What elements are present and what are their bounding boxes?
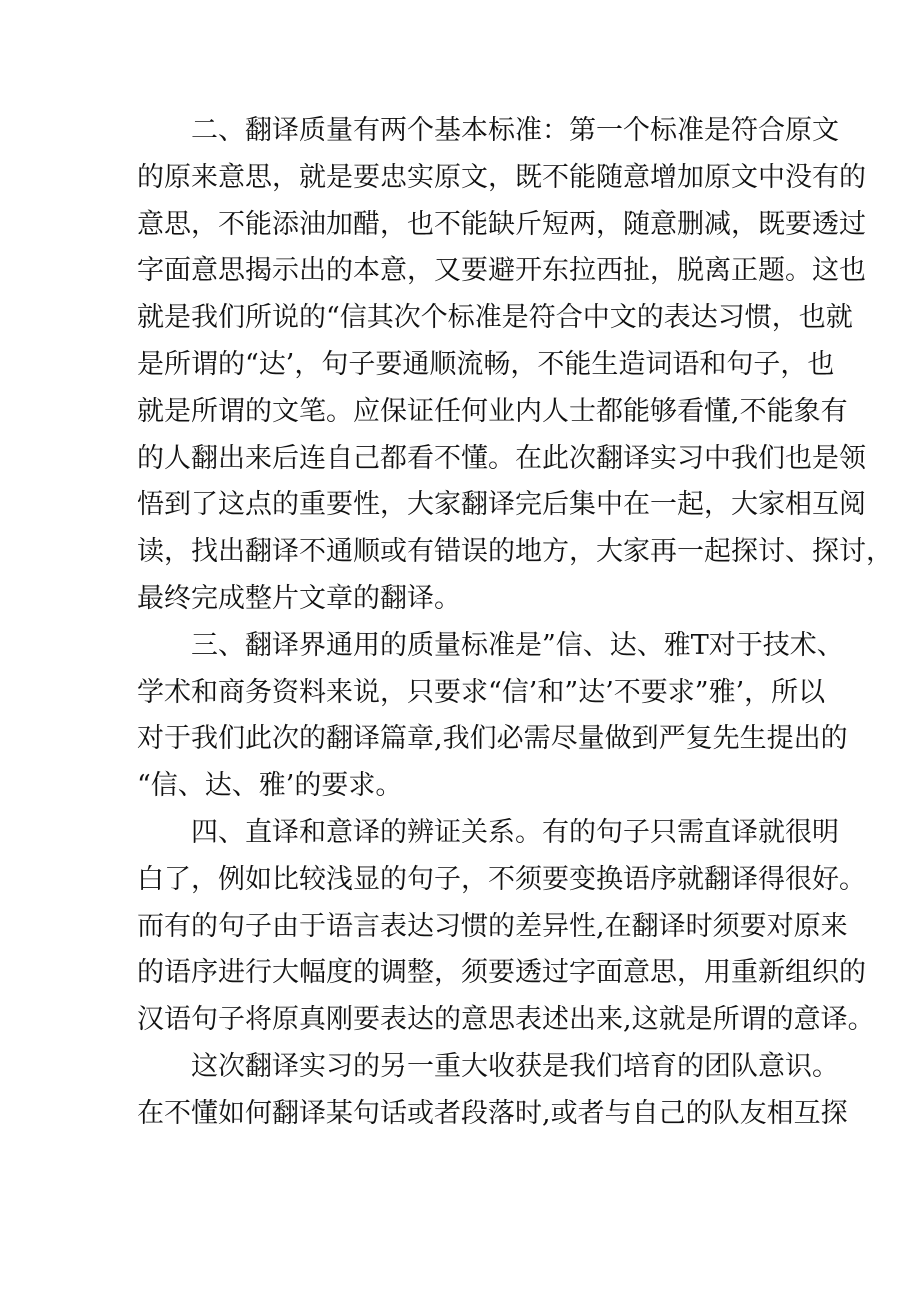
text-line: 就是我们所说的“信其次个标准是符合中文的表达习惯，也就 [137,302,853,334]
text-line: 是所谓的“达’，句子要通顺流畅，不能生造词语和句子，也 [137,348,835,380]
document-body [137,108,893,1138]
text-line: 最终完成整片文章的翻译。 [137,582,461,614]
text-line: 悟到了这点的重要性，大家翻译完后集中在一起，大家相互阅 [137,489,866,521]
text-line: 的语序进行大幅度的调整，须要透过字面意思，用重新组织的 [137,957,866,989]
text-line: 就是所谓的文笔。应保证任何业内人士都能够看懂,不能象有 [137,395,848,427]
text-line: 字面意思揭示出的本意，又要避开东拉西扯，脱离正题。这也 [137,255,866,287]
text-line: 学术和商务资料来说，只要求“信’和”达’不要求”雅’，所以 [137,676,826,708]
text-line: 而有的句子由于语言表达习惯的差异性,在翻译时须要对原来 [137,910,848,942]
text-line: 对于我们此次的翻译篇章,我们必需尽量做到严复先生提出的 [137,723,848,755]
text-line: 四、直译和意译的辨证关系。有的句子只需直译就很明 [191,816,839,848]
paragraph-xin-da-ya [137,623,848,810]
text-line: 二、翻译质量有两个基本标准：第一个标准是符合原文 [191,115,839,146]
paragraph-translation-standards [137,108,893,623]
text-line: 这次翻译实习的另一重大收获是我们培育的团队意识。 [191,1050,839,1082]
text-line: 三、翻译界通用的质量标准是”信、达、雅T对于技术、 [191,629,844,661]
text-line: 意思，不能添油加醋，也不能缺斤短两，随意删减，既要透过 [137,208,866,240]
text-line: 读，找出翻译不通顺或有错误的地方，大家再一起探讨、探讨， [137,536,893,568]
text-line: 的人翻出来后连自己都看不懂。在此次翻译实习中我们也是领 [137,442,866,474]
text-line: 在不懂如何翻译某句话或者段落时,或者与自己的队友相互探 [137,1097,848,1129]
text-line: 汉语句子将原真刚要表达的意思表述出来,这就是所谓的意译。 [137,1004,875,1036]
text-line: 白了，例如比较浅显的句子，不须要变换语序就翻译得很好。 [137,863,866,895]
text-line: 的原来意思，就是要忠实原文，既不能随意增加原文中没有的 [137,161,866,193]
text-line: “信、达、雅’的要求。 [137,770,403,802]
paragraph-literal-free-translation [137,810,875,1044]
paragraph-team-awareness [137,1044,848,1138]
